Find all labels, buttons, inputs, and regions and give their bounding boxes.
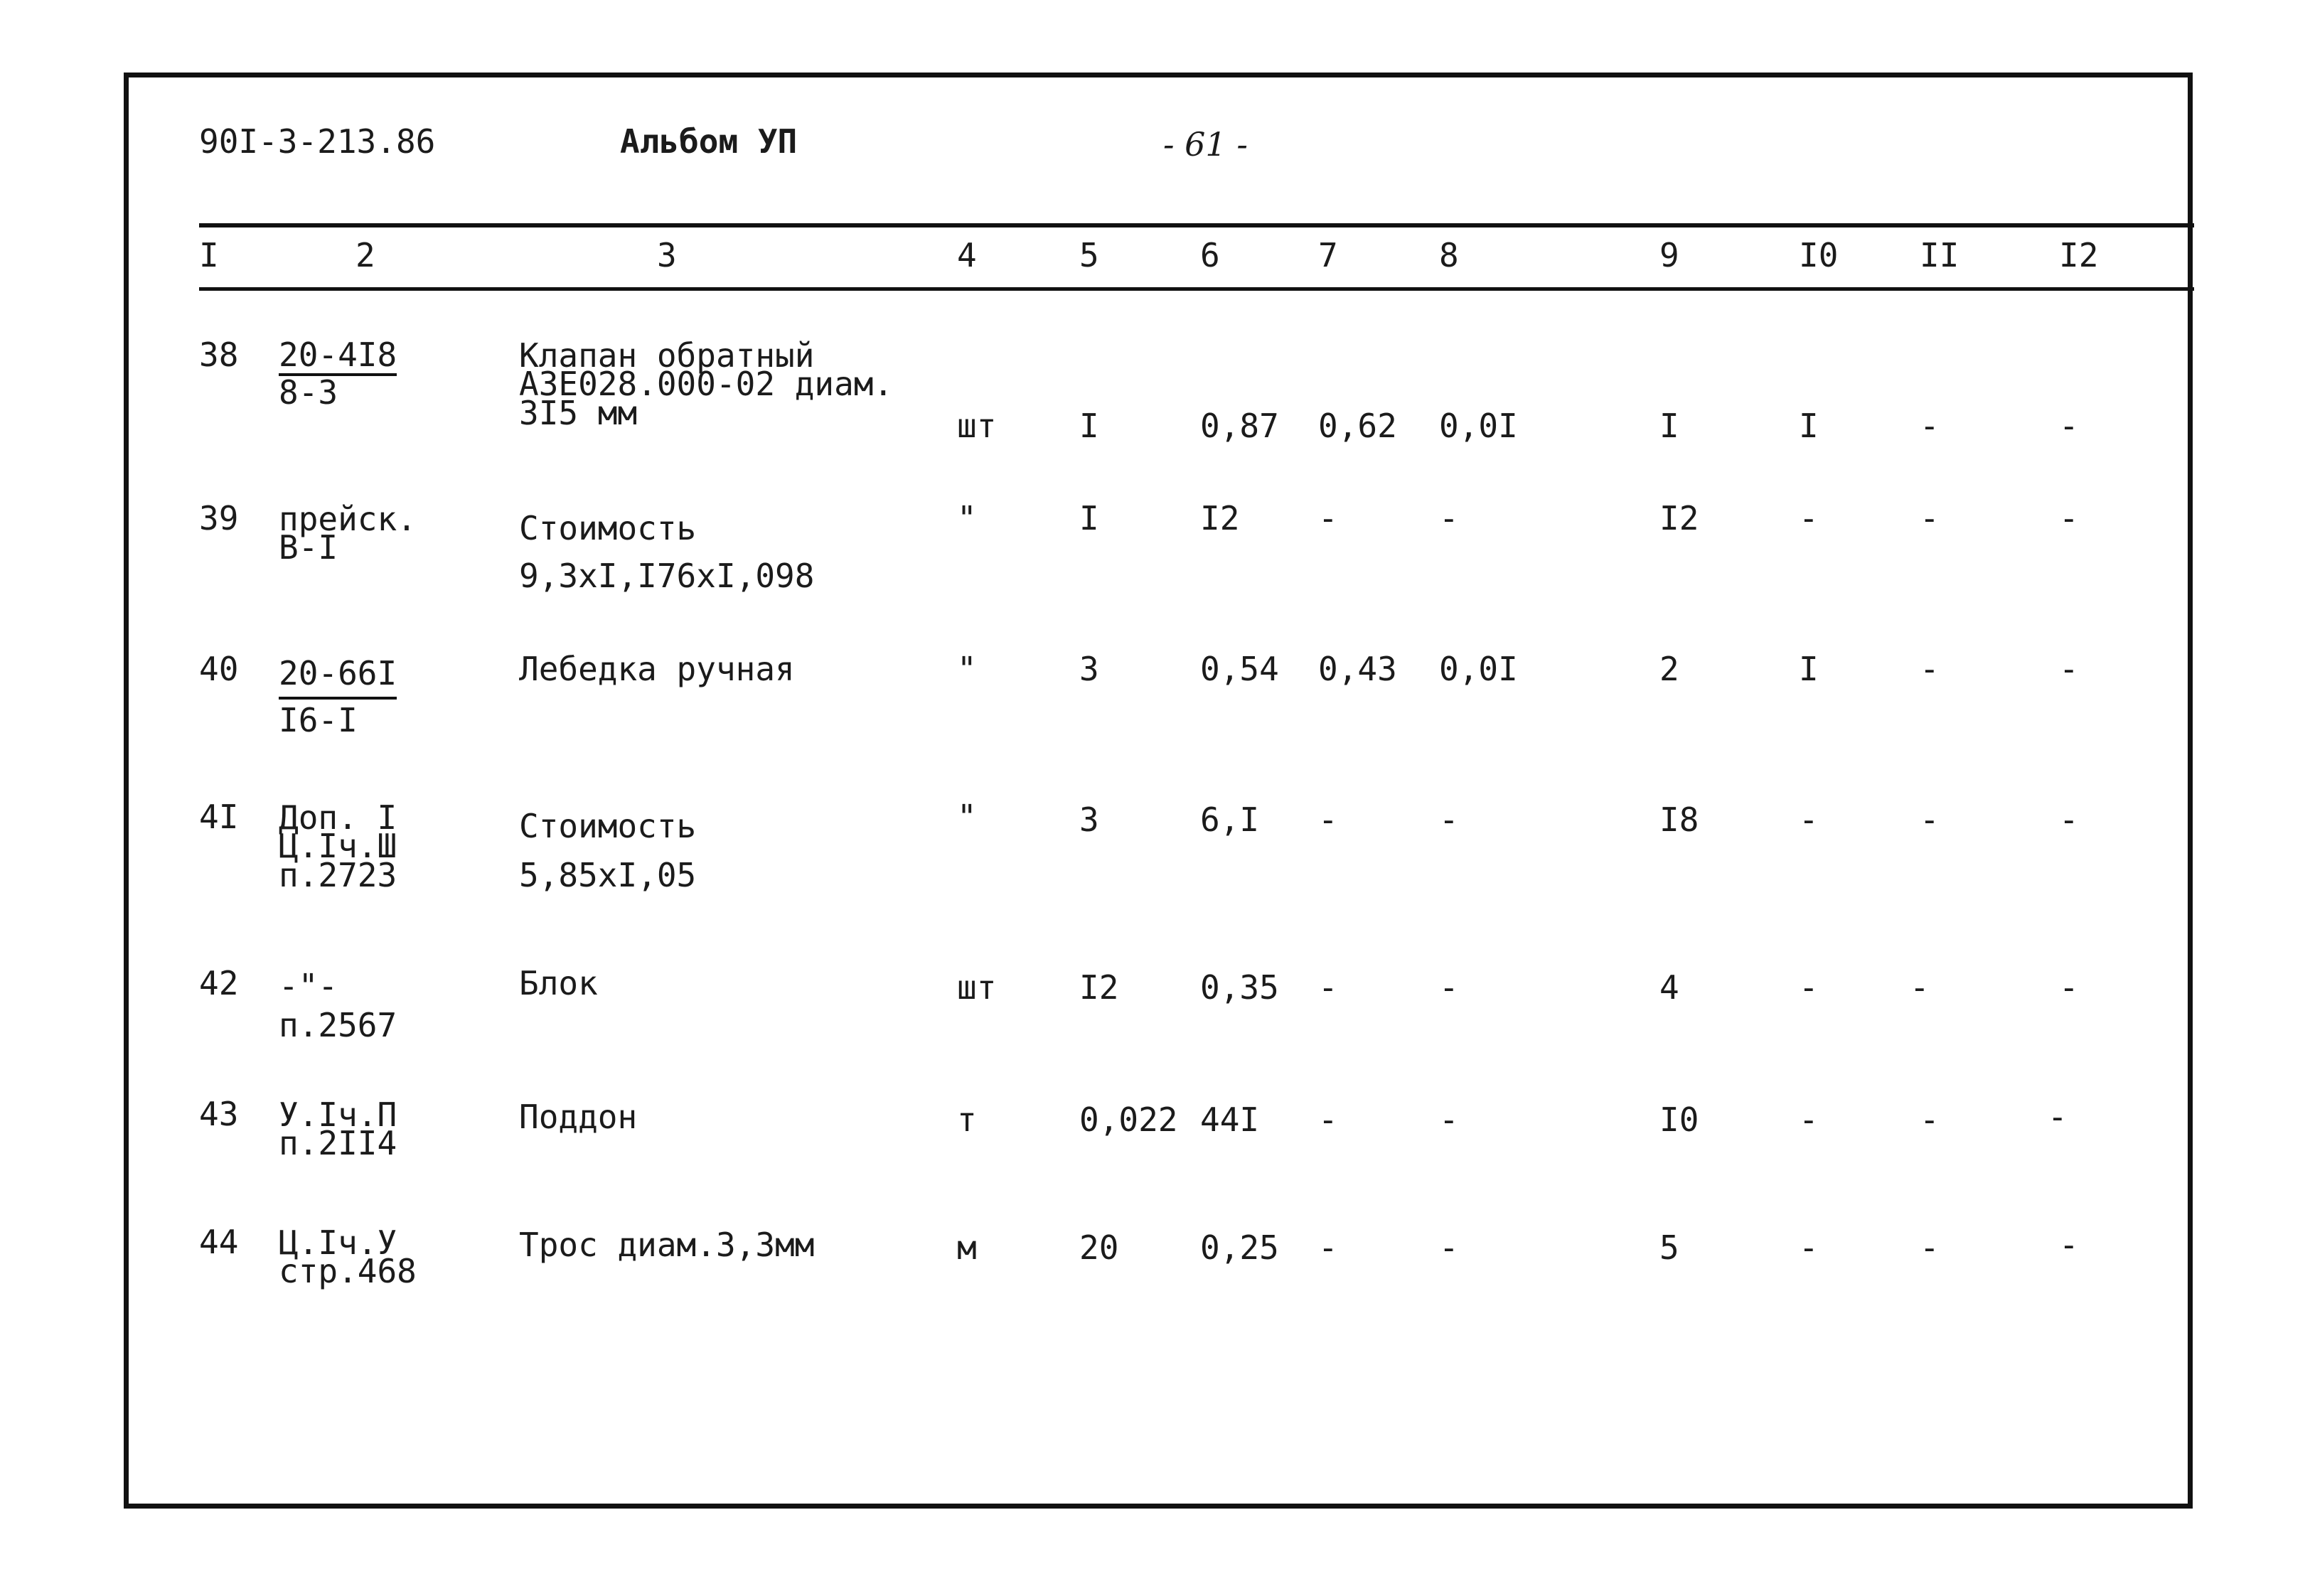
row-number: 42	[199, 964, 239, 1002]
name-line: Поддон	[519, 1098, 638, 1136]
row-unit: т	[957, 1100, 977, 1139]
row-number: 40	[199, 650, 239, 688]
row-col6: 0,35	[1200, 968, 1279, 1007]
row-col9: 4	[1659, 968, 1679, 1007]
row-number: 4I	[199, 798, 239, 836]
row-reference	[279, 1223, 417, 1291]
name-line: АЗЕ028.000-02 диам.	[519, 365, 894, 404]
reference-line: Ц.Iч.Ш	[279, 827, 397, 866]
reference-line: 8-3	[279, 373, 338, 412]
row-col10: I	[1799, 407, 1819, 445]
row-col7: -	[1318, 800, 1338, 839]
row-col9: 5	[1659, 1228, 1679, 1267]
row-col11: -	[1920, 407, 1940, 445]
column-number-5: 5	[1079, 236, 1099, 274]
column-number-12: I2	[2059, 236, 2099, 274]
row-unit: "	[957, 798, 977, 836]
row-col11: -	[1910, 968, 1930, 1007]
row-unit: "	[957, 499, 977, 537]
row-col6: 0,25	[1200, 1228, 1279, 1267]
row-col11: -	[1920, 1100, 1940, 1139]
page-number: - 61 -	[1163, 125, 1248, 164]
row-col8: -	[1439, 1100, 1459, 1139]
row-col12: -	[2059, 499, 2079, 537]
row-reference	[279, 967, 397, 1045]
row-number: 44	[199, 1223, 239, 1261]
column-number-4: 4	[957, 236, 977, 274]
column-number-6: 6	[1200, 236, 1220, 274]
row-col10: -	[1799, 499, 1819, 537]
row-quantity: 20	[1079, 1228, 1119, 1267]
name-line: 3I5 мм	[519, 393, 638, 432]
row-col12: -	[2059, 650, 2079, 688]
row-col7: 0,62	[1318, 407, 1397, 445]
row-col8: -	[1439, 800, 1459, 839]
reference-line: 20-4I8	[279, 338, 397, 376]
reference-line: В-I	[279, 528, 338, 567]
row-col11: -	[1920, 499, 1940, 537]
row-number: 43	[199, 1095, 239, 1133]
row-col12: -	[2059, 1226, 2079, 1264]
row-unit: "	[957, 650, 977, 688]
row-col7: -	[1318, 1228, 1338, 1267]
row-col6: 0,54	[1200, 650, 1279, 688]
row-name	[519, 1228, 814, 1262]
row-col9: I8	[1659, 800, 1699, 839]
reference-line: -"-	[279, 967, 338, 1005]
table-header-rule	[199, 287, 2194, 291]
document-code: 90I-3-213.86	[199, 122, 436, 161]
row-name	[519, 336, 894, 432]
row-number: 39	[199, 499, 239, 537]
name-line: 5,85хI,05	[519, 856, 697, 894]
row-quantity: I	[1079, 407, 1099, 445]
row-col7: -	[1318, 499, 1338, 537]
reference-line: п.2II4	[279, 1124, 397, 1163]
reference-line: Доп. I	[279, 798, 397, 837]
row-reference	[279, 798, 397, 894]
row-col10: -	[1799, 1228, 1819, 1267]
row-col8: -	[1439, 968, 1459, 1007]
row-quantity: I	[1079, 499, 1099, 537]
column-number-2: 2	[355, 236, 375, 274]
column-number-1: I	[199, 236, 219, 274]
row-reference	[279, 1096, 397, 1163]
row-col10: I	[1799, 650, 1819, 688]
row-col10: -	[1799, 968, 1819, 1007]
row-reference	[279, 336, 397, 412]
row-col9: I2	[1659, 499, 1699, 537]
table-top-rule	[199, 223, 2194, 227]
row-col9: I	[1659, 407, 1679, 445]
row-name	[519, 1100, 637, 1134]
row-col11: -	[1920, 1228, 1940, 1267]
column-number-11: II	[1920, 236, 1959, 274]
name-line: Трос диам.3,3мм	[519, 1226, 815, 1264]
row-col6: 44I	[1200, 1100, 1260, 1139]
row-quantity: I2	[1079, 968, 1119, 1007]
row-col6: 0,87	[1200, 407, 1279, 445]
album-title: Альбом УП	[620, 122, 798, 161]
row-col12: -	[2048, 1098, 2068, 1136]
reference-line: п.2567	[279, 1006, 397, 1045]
row-col8: -	[1439, 499, 1459, 537]
row-col7: 0,43	[1318, 650, 1397, 688]
row-reference	[279, 653, 397, 742]
reference-line: прейск.	[279, 500, 417, 538]
row-col12: -	[2059, 407, 2079, 445]
row-col11: -	[1920, 650, 1940, 688]
row-quantity: 3	[1079, 800, 1099, 839]
name-line: 9,3хI,I76хI,098	[519, 556, 815, 595]
row-quantity: 0,022	[1079, 1100, 1178, 1139]
column-number-8: 8	[1439, 236, 1459, 274]
column-number-10: I0	[1799, 236, 1839, 274]
reference-line: Ц.Iч.У	[279, 1223, 397, 1262]
reference-line: У.Iч.П	[279, 1096, 397, 1134]
row-name	[519, 650, 795, 688]
row-number: 38	[199, 336, 239, 374]
row-unit: м	[957, 1228, 977, 1267]
row-col11: -	[1920, 800, 1940, 839]
row-name	[519, 964, 598, 1002]
row-col8: -	[1439, 1228, 1459, 1267]
reference-line: I6-I	[279, 700, 358, 739]
row-quantity: 3	[1079, 650, 1099, 688]
row-col12: -	[2059, 968, 2079, 1007]
row-col9: 2	[1659, 650, 1679, 688]
row-col7: -	[1318, 1100, 1338, 1139]
name-line: Стоимость	[519, 509, 697, 547]
row-col7: -	[1318, 968, 1338, 1007]
row-col8: 0,0I	[1439, 650, 1518, 688]
row-unit: шт	[957, 968, 997, 1007]
row-col8: 0,0I	[1439, 407, 1518, 445]
row-reference	[279, 500, 417, 567]
row-unit: шт	[957, 407, 997, 445]
name-line: Блок	[519, 964, 598, 1002]
reference-line: п.2723	[279, 855, 397, 894]
reference-line: стр.468	[279, 1252, 417, 1291]
row-col9: I0	[1659, 1100, 1699, 1139]
row-col6: 6,I	[1200, 800, 1260, 839]
row-col10: -	[1799, 1100, 1819, 1139]
name-line: Лебедка ручная	[519, 650, 795, 688]
column-number-9: 9	[1659, 236, 1679, 274]
name-line: Стоимость	[519, 807, 697, 845]
row-col10: -	[1799, 800, 1819, 839]
row-name	[519, 802, 696, 900]
column-number-7: 7	[1318, 236, 1338, 274]
row-col12: -	[2059, 800, 2079, 839]
column-number-3: 3	[657, 236, 677, 274]
reference-line: 20-66I	[279, 653, 397, 700]
name-line: Клапан обратный	[519, 336, 815, 375]
row-col6: I2	[1200, 499, 1240, 537]
row-name	[519, 505, 814, 599]
